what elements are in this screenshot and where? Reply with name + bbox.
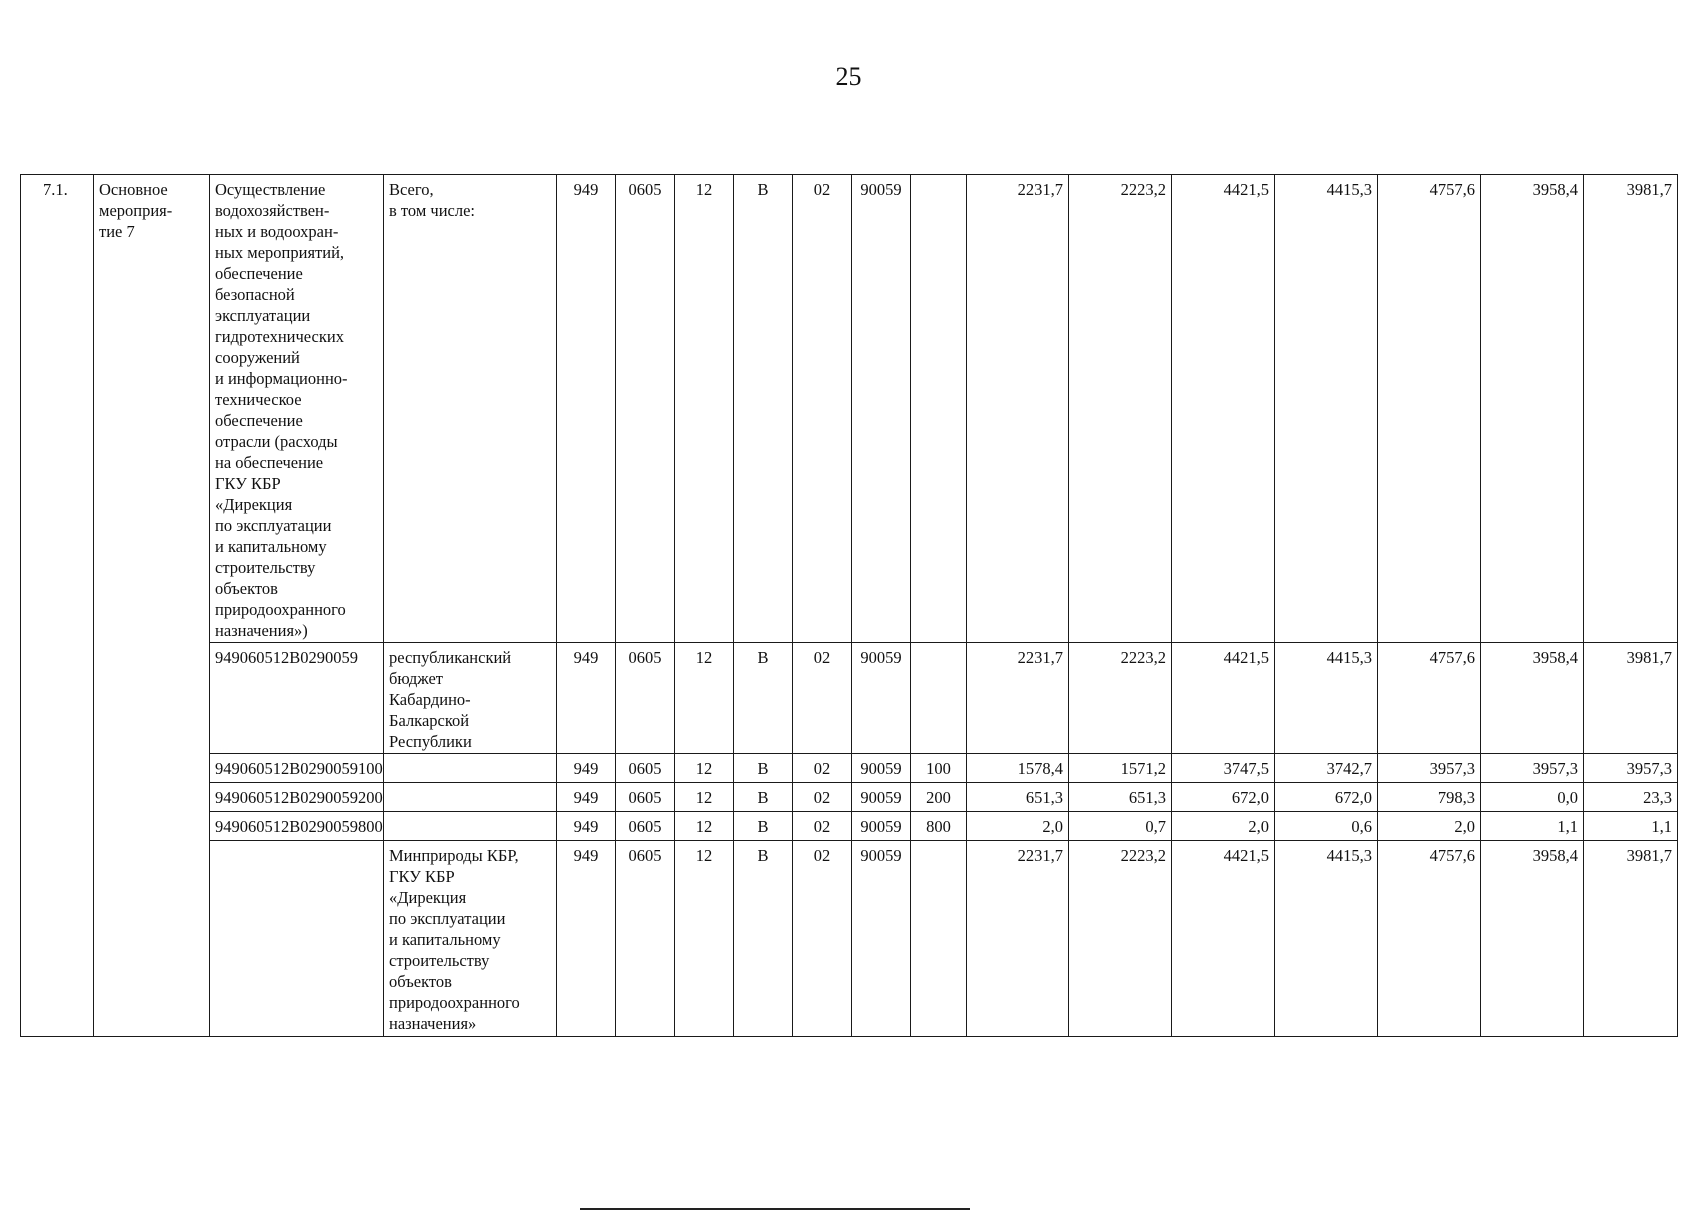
cs-code-3: 02 [793, 783, 852, 812]
value-cell: 4415,3 [1275, 175, 1378, 643]
value-cell: 1571,2 [1069, 754, 1172, 783]
cs-code-2: В [734, 841, 793, 1037]
value-cell: 1,1 [1481, 812, 1584, 841]
table-row-main-total [21, 175, 1678, 643]
value-cell: 3957,3 [1481, 754, 1584, 783]
value-cell: 2231,7 [967, 643, 1069, 754]
cs-code-4: 90059 [852, 841, 911, 1037]
cs-code-1: 12 [675, 175, 734, 643]
cs-code-4: 90059 [852, 175, 911, 643]
value-cell: 2223,2 [1069, 643, 1172, 754]
vr-code [911, 841, 967, 1037]
table-row-vr-100 [21, 754, 1678, 783]
value-cell: 4415,3 [1275, 841, 1378, 1037]
value-cell: 3747,5 [1172, 754, 1275, 783]
cs-code-2: В [734, 754, 793, 783]
funding-source-empty [384, 783, 557, 812]
value-cell: 2223,2 [1069, 841, 1172, 1037]
value-cell: 2223,2 [1069, 175, 1172, 643]
rzpr-code: 0605 [616, 783, 675, 812]
value-cell: 4421,5 [1172, 175, 1275, 643]
vr-code: 200 [911, 783, 967, 812]
budget-table [20, 174, 1678, 1037]
vr-code: 800 [911, 812, 967, 841]
cs-code-3: 02 [793, 643, 852, 754]
value-cell: 4421,5 [1172, 841, 1275, 1037]
vr-code [911, 175, 967, 643]
funding-source-budget: республиканский бюджет Кабардино- Балкарской Республики [384, 643, 557, 754]
value-cell: 672,0 [1275, 783, 1378, 812]
value-cell: 23,3 [1584, 783, 1678, 812]
value-cell: 3981,7 [1584, 643, 1678, 754]
value-cell: 672,0 [1172, 783, 1275, 812]
value-cell: 2231,7 [967, 841, 1069, 1037]
vr-code [911, 643, 967, 754]
kbk-code: 949060512В0290059 [210, 643, 384, 754]
event-description: Осуществление водохозяйствен- ных и водоохран- ных мероприятий, обеспечение безопасной эксплуатации гидротехнических сооружений и информационно- техническое обеспечение отрасли (расходы на обеспечение ГКУ КБР «Дирекция по эксплуатации и капитальному строительству объектов природоохранного назначения») [210, 175, 384, 643]
value-cell: 3742,7 [1275, 754, 1378, 783]
value-cell: 0,7 [1069, 812, 1172, 841]
rzpr-code: 0605 [616, 175, 675, 643]
grbs-code: 949 [557, 841, 616, 1037]
executor-name: Минприроды КБР, ГКУ КБР «Дирекция по эксплуатации и капитальному строительству объектов природоохранного назначения» [384, 841, 557, 1037]
rzpr-code: 0605 [616, 812, 675, 841]
cs-code-3: 02 [793, 175, 852, 643]
value-cell: 3981,7 [1584, 841, 1678, 1037]
kbk-code: 949060512В0290059100 [210, 754, 384, 783]
funding-source-empty [384, 754, 557, 783]
kbk-code: 949060512В0290059200 [210, 783, 384, 812]
value-cell: 2,0 [967, 812, 1069, 841]
value-cell: 798,3 [1378, 783, 1481, 812]
value-cell: 3957,3 [1378, 754, 1481, 783]
value-cell: 3957,3 [1584, 754, 1678, 783]
value-cell: 1,1 [1584, 812, 1678, 841]
rzpr-code: 0605 [616, 841, 675, 1037]
cs-code-4: 90059 [852, 754, 911, 783]
kbk-code: 949060512В0290059800 [210, 812, 384, 841]
cs-code-3: 02 [793, 754, 852, 783]
cs-code-2: В [734, 175, 793, 643]
cs-code-2: В [734, 643, 793, 754]
cs-code-1: 12 [675, 643, 734, 754]
value-cell: 1578,4 [967, 754, 1069, 783]
event-status: Основное мероприя- тие 7 [94, 175, 210, 1037]
funding-source-empty [384, 812, 557, 841]
cs-code-4: 90059 [852, 643, 911, 754]
kbk-code-empty [210, 841, 384, 1037]
value-cell: 4757,6 [1378, 841, 1481, 1037]
value-cell: 4757,6 [1378, 175, 1481, 643]
value-cell: 3958,4 [1481, 643, 1584, 754]
page-number: 25 [835, 62, 862, 91]
cs-code-4: 90059 [852, 812, 911, 841]
table-row-vr-200 [21, 783, 1678, 812]
cs-code-2: В [734, 812, 793, 841]
value-cell: 0,6 [1275, 812, 1378, 841]
cs-code-3: 02 [793, 841, 852, 1037]
grbs-code: 949 [557, 783, 616, 812]
value-cell: 651,3 [1069, 783, 1172, 812]
funding-source-total: Всего, в том числе: [384, 175, 557, 643]
cs-code-3: 02 [793, 812, 852, 841]
cs-code-1: 12 [675, 783, 734, 812]
grbs-code: 949 [557, 754, 616, 783]
value-cell: 4415,3 [1275, 643, 1378, 754]
table-row-executor [21, 841, 1678, 1037]
value-cell: 3958,4 [1481, 175, 1584, 643]
value-cell: 2,0 [1172, 812, 1275, 841]
value-cell: 4421,5 [1172, 643, 1275, 754]
event-number: 7.1. [21, 175, 94, 1037]
cs-code-1: 12 [675, 841, 734, 1037]
grbs-code: 949 [557, 812, 616, 841]
cs-code-1: 12 [675, 812, 734, 841]
value-cell: 4757,6 [1378, 643, 1481, 754]
grbs-code: 949 [557, 643, 616, 754]
table-row-vr-800 [21, 812, 1678, 841]
table-row-republican-budget [21, 643, 1678, 754]
rzpr-code: 0605 [616, 754, 675, 783]
cs-code-4: 90059 [852, 783, 911, 812]
value-cell: 3981,7 [1584, 175, 1678, 643]
value-cell: 651,3 [967, 783, 1069, 812]
value-cell: 2,0 [1378, 812, 1481, 841]
rzpr-code: 0605 [616, 643, 675, 754]
value-cell: 2231,7 [967, 175, 1069, 643]
grbs-code: 949 [557, 175, 616, 643]
value-cell: 3958,4 [1481, 841, 1584, 1037]
cs-code-1: 12 [675, 754, 734, 783]
vr-code: 100 [911, 754, 967, 783]
cs-code-2: В [734, 783, 793, 812]
value-cell: 0,0 [1481, 783, 1584, 812]
